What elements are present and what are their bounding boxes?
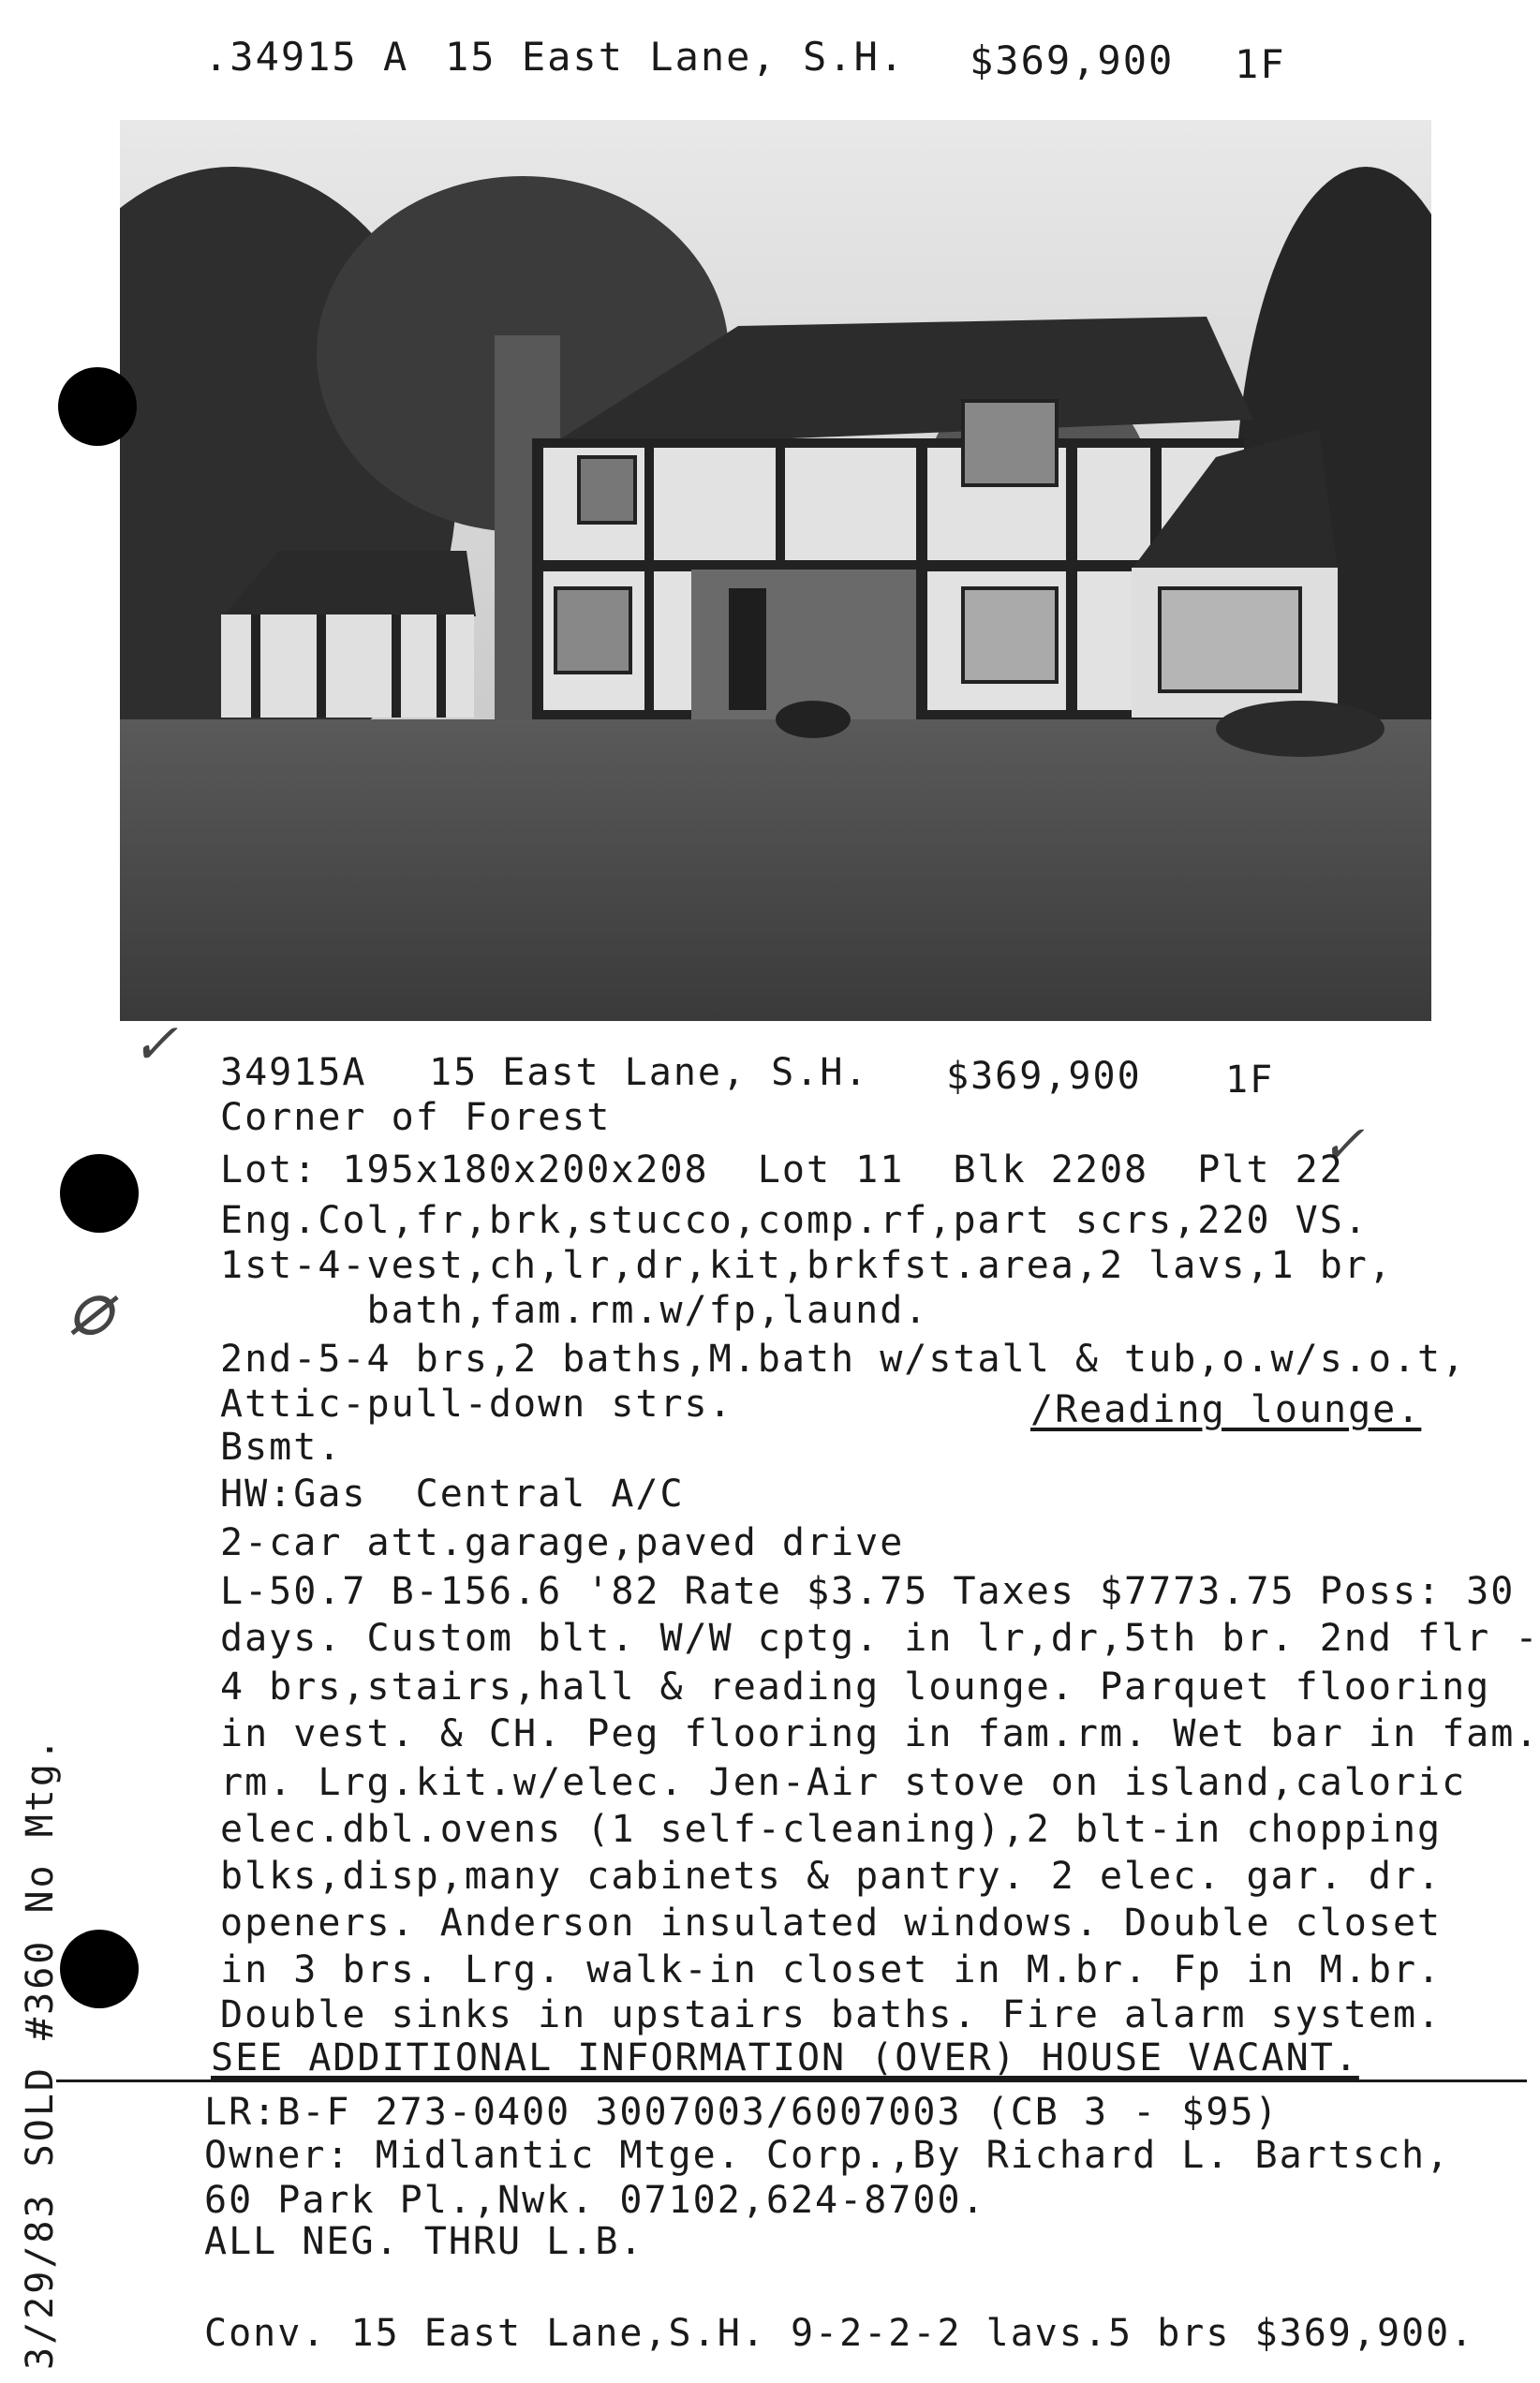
listing-line: Double sinks in upstairs baths. Fire alarm system. bbox=[220, 1993, 1443, 2036]
listing-line: rm. Lrg.kit.w/elec. Jen-Air stove on island,caloric bbox=[220, 1761, 1467, 1804]
header-address: 15 East Lane, S.H. bbox=[445, 34, 906, 80]
listing-line: Lot: 195x180x200x208 Lot 11 Blk 2208 Plt 22 bbox=[220, 1148, 1344, 1192]
listing-line: in 3 brs. Lrg. walk-in closet in M.br. Fp in M.br. bbox=[220, 1948, 1443, 1991]
listing-line: 2nd-5-4 brs,2 baths,M.bath w/stall & tub,o.w/s.o.t, bbox=[220, 1338, 1467, 1381]
owner-line: Owner: Midlantic Mtge. Corp.,By Richard L. Bartsch, bbox=[204, 2134, 1451, 2177]
listing-line: days. Custom blt. W/W cptg. in lr,dr,5th br. 2nd flr - bbox=[220, 1617, 1540, 1660]
listing-price: $369,900 bbox=[946, 1055, 1142, 1098]
reading-lounge: /Reading lounge. bbox=[1030, 1388, 1422, 1431]
listing-line: 1st-4-vest,ch,lr,dr,kit,brkfst.area,2 lavs,1 br, bbox=[220, 1244, 1393, 1287]
broker-line: LR:B-F 273-0400 3007003/6007003 (CB 3 - $95) bbox=[204, 2091, 1280, 2134]
listing-line: Eng.Col,fr,brk,stucco,comp.rf,part scrs,220 VS. bbox=[220, 1199, 1369, 1242]
listing-no: 34915A bbox=[220, 1051, 367, 1094]
header-code: 1F bbox=[1235, 41, 1286, 87]
check-mark-right: ✓ bbox=[1321, 1115, 1365, 1176]
punch-hole-middle bbox=[60, 1154, 139, 1233]
listing-line: 4 brs,stairs,hall & reading lounge. Parquet flooring bbox=[220, 1665, 1491, 1709]
listing-address: 15 East Lane, S.H. bbox=[429, 1051, 869, 1094]
owner-address-line: 60 Park Pl.,Nwk. 07102,624-8700. bbox=[204, 2179, 986, 2222]
listing-line: Attic-pull-down strs. bbox=[220, 1383, 733, 1426]
listing-line: in vest. & CH. Peg flooring in fam.rm. Wet bar in fam. bbox=[220, 1712, 1540, 1755]
listing-line: openers. Anderson insulated windows. Double closet bbox=[220, 1902, 1443, 1945]
header-listing-no: .34915 A bbox=[204, 34, 409, 80]
listing-code: 1F bbox=[1225, 1058, 1275, 1102]
punch-hole-bottom bbox=[60, 1930, 139, 2008]
house-photo bbox=[120, 120, 1431, 1021]
header-price: $369,900 bbox=[970, 37, 1175, 83]
listing-line: 2-car att.garage,paved drive bbox=[220, 1521, 905, 1564]
listing-line: blks,disp,many cabinets & pantry. 2 elec. gar. dr. bbox=[220, 1855, 1443, 1898]
check-mark-left: ✓ bbox=[131, 1012, 179, 1077]
listing-line: L-50.7 B-156.6 '82 Rate $3.75 Taxes $7773.75 Poss: 30 bbox=[220, 1570, 1516, 1613]
side-note: 3/29/83 SOLD #360 No Mtg. bbox=[19, 1735, 62, 2370]
listing-line: bath,fam.rm.w/fp,laund. bbox=[220, 1289, 929, 1332]
listing-line: HW:Gas Central A/C bbox=[220, 1473, 685, 1516]
punch-hole-top bbox=[58, 367, 137, 446]
negotiation-line: ALL NEG. THRU L.B. bbox=[204, 2220, 644, 2263]
footer-line: Conv. 15 East Lane,S.H. 9-2-2-2 lavs.5 brs $369,900. bbox=[204, 2312, 1475, 2355]
listing-line: elec.dbl.ovens (1 self-cleaning),2 blt-in chopping bbox=[220, 1808, 1443, 1851]
divider-rule bbox=[56, 2080, 1527, 2082]
margin-mark: ⌀ bbox=[67, 1265, 113, 1352]
listing-line: Bsmt. bbox=[220, 1426, 343, 1469]
additional-info-line: SEE ADDITIONAL INFORMATION (OVER) HOUSE VACANT. bbox=[211, 2036, 1359, 2080]
listing-line: Corner of Forest bbox=[220, 1096, 612, 1139]
